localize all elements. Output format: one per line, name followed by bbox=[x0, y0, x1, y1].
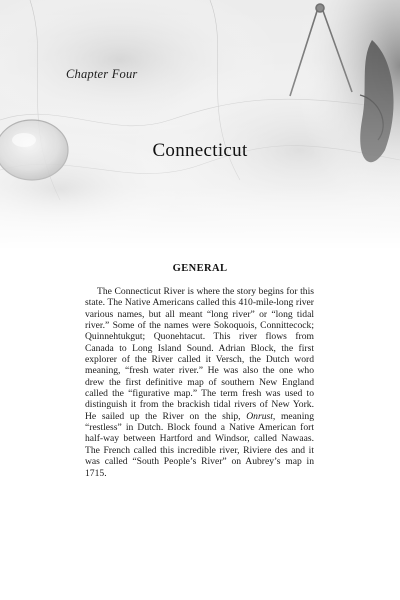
chapter-header-illustration bbox=[0, 0, 400, 250]
chapter-title: Connecticut bbox=[152, 140, 248, 161]
ship-name: Onrust bbox=[246, 410, 273, 422]
body-paragraph bbox=[85, 286, 314, 479]
paragraph-text-part1: The Connecticut River is where the story begins for this state. The Native Americans called this 410-mile-long river various names, but all meant “long river” or “long tidal river.” Some of the names were Sokoquois, Connittecock; Quinnehtukgut; Quonehtacut. This river flows from Canada to Long Island Sound. Adrian Block, the first explorer of the River called it Versch, the Dutch word meaning, “fresh water river.” He was also the one who drew the first definitive map of southern New England called the “figurative map.” The term fresh was used to distinguish it from the brackish tidal rivers of New York. He sailed up the River on the ship, bbox=[85, 286, 314, 422]
section-heading: GENERAL bbox=[172, 263, 228, 274]
paragraph-text-part2: , meaning “restless” in Dutch. Block found a Native American fort half-way between Hartford and Windsor, called Nawaas. The French called this incredible river, Riviere des and it was called “South People’s River” on Aubrey’s map in 1715. bbox=[85, 410, 314, 479]
chapter-label: Chapter Four bbox=[66, 67, 138, 81]
